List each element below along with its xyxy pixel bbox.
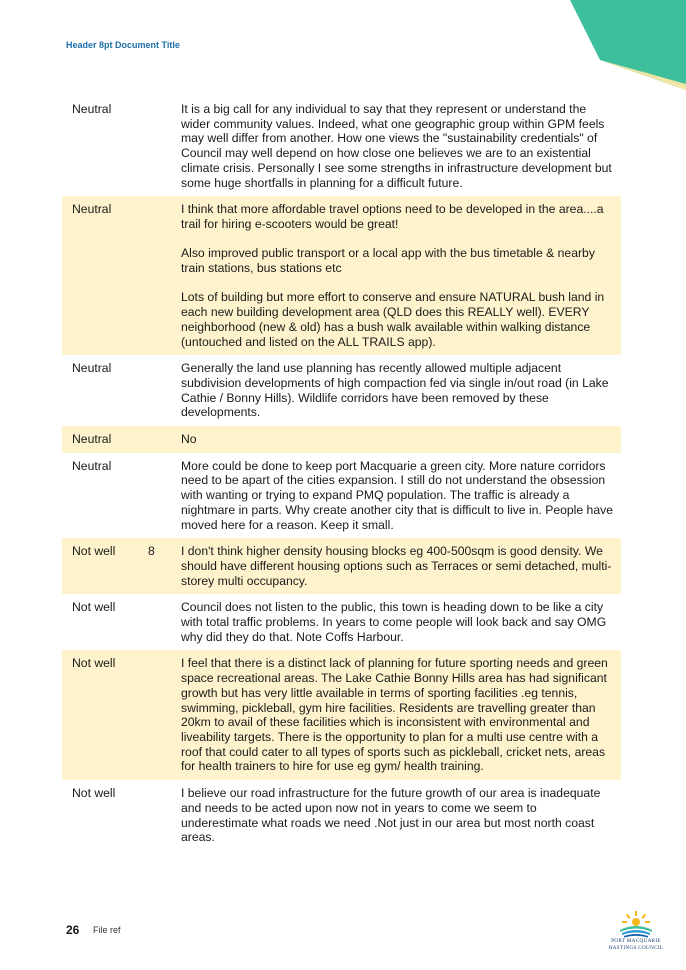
- number-cell: [148, 432, 181, 447]
- comment-paragraph: Council does not listen to the public, this town is heading down to be like a city with total traffic problems. In years to come people will look back and say OMG why did they do that. Note Coffs Harbour.: [181, 600, 607, 644]
- number-cell: [148, 600, 181, 644]
- page-number: 26: [66, 923, 80, 937]
- comment-cell: [181, 656, 621, 774]
- response-table: [62, 96, 621, 851]
- comment-cell: [181, 432, 621, 447]
- table-row: [62, 650, 621, 780]
- comment-cell: [181, 786, 621, 845]
- number-cell: [148, 202, 181, 349]
- table-row: [62, 426, 621, 453]
- table-row: [62, 538, 621, 594]
- comment-paragraph: I don't think higher density housing blocks eg 400-500sqm is good density. We should have different housing options such as Terraces or semi detached, multi-storey multi occupancy.: [181, 544, 612, 588]
- number-cell: [148, 459, 181, 533]
- table-row: [62, 355, 621, 426]
- table-row: [62, 96, 621, 196]
- comment-paragraph: No: [181, 432, 197, 447]
- comment-paragraph: I believe our road infrastructure for the future growth of our area is inadequate and needs to be acted upon now not in years to come we seem to underestimate what roads we need .Not just in our area but most north coast areas.: [181, 786, 601, 845]
- comment-paragraph: Also improved public transport or a local app with the bus timetable & nearby train stations, bus stations etc: [181, 246, 595, 276]
- rating-cell: Neutral: [72, 458, 112, 473]
- comment-paragraph: I feel that there is a distinct lack of planning for future sporting needs and green space recreational areas. The Lake Cathie Bonny Hills area has had significant growth but has very little available in terms of sporting facilities .eg tennis, swimming, pickleball, gym hire facilities. Residents are travelling greater than 20km to avail of these facilities which is inconsistent with environmental and liveability targets. There is the opportunity to plan for a multi use centre with a roof that could cater to all types of sports such as pickleball, cricket nets, areas for health trainers to hire for use eg gym/ health training.: [181, 656, 608, 774]
- table-row: [62, 453, 621, 539]
- logo-text-line2: HASTINGS COUNCIL: [608, 945, 664, 951]
- comment-cell: [181, 600, 621, 644]
- rating-cell: Neutral: [72, 361, 112, 376]
- number-cell: [148, 656, 181, 774]
- number-cell: [148, 361, 181, 420]
- comment-paragraph: Generally the land use planning has recently allowed multiple adjacent subdivision developments of high compaction fed via single in/out road (in Lake Cathie / Bonny Hills). Wildlife corridors have been removed by these developments.: [181, 361, 609, 420]
- logo-text-line1: PORT MACQUARIE: [611, 938, 661, 944]
- rating-cell: Not well: [72, 656, 116, 671]
- number-cell: [148, 786, 181, 845]
- number-cell: [148, 102, 181, 190]
- rating-cell: Not well: [72, 600, 116, 615]
- table-row: [62, 196, 621, 355]
- number-cell: 8: [148, 544, 155, 559]
- rating-cell: Not well: [72, 786, 116, 801]
- rating-cell: Neutral: [72, 202, 112, 217]
- comment-cell: [181, 202, 621, 349]
- comment-paragraph: Lots of building but more effort to conserve and ensure NATURAL bush land in each new building development area (QLD does this REALLY well). EVERY neighborhood (new & old) has a bush walk available within walking distance (untouched and listed on the ALL TRAILS app).: [181, 290, 605, 349]
- table-row: [62, 780, 621, 851]
- rating-cell: Not well: [72, 544, 116, 559]
- comment-cell: [181, 361, 621, 420]
- rating-cell: Neutral: [72, 102, 112, 116]
- comment-paragraph: More could be done to keep port Macquarie a green city. More nature corridors need to be apart of the cities expansion. I still do not understand the obsession with wanting or trying to expand PMQ population. The traffic is already a nightmare in parts. Why create another city that is difficult to live in. People have moved here for a reason. Keep it small.: [181, 458, 613, 532]
- rating-cell: Neutral: [72, 432, 112, 447]
- document-title: Header 8pt Document Title: [66, 40, 180, 50]
- table-row: [62, 594, 621, 650]
- comment-cell: [181, 544, 621, 588]
- comment-paragraph: I think that more affordable travel options need to be developed in the area....a trail for hiring e-scooters would be great!: [181, 202, 604, 231]
- comment-cell: [181, 459, 621, 533]
- file-ref: File ref: [93, 925, 121, 935]
- comment-cell: [181, 102, 621, 190]
- comment-paragraph: It is a big call for any individual to say that they represent or understand the wider community values. Indeed, what one geographic group within GPM feels may well differ from another. How one views the "sustainability credentials" of Council may well depend on how close one believes we are to an existential climate crisis. Personally I see some strengths in infrastructure development but some huge shortfalls in planning for a difficult future.: [181, 102, 612, 190]
